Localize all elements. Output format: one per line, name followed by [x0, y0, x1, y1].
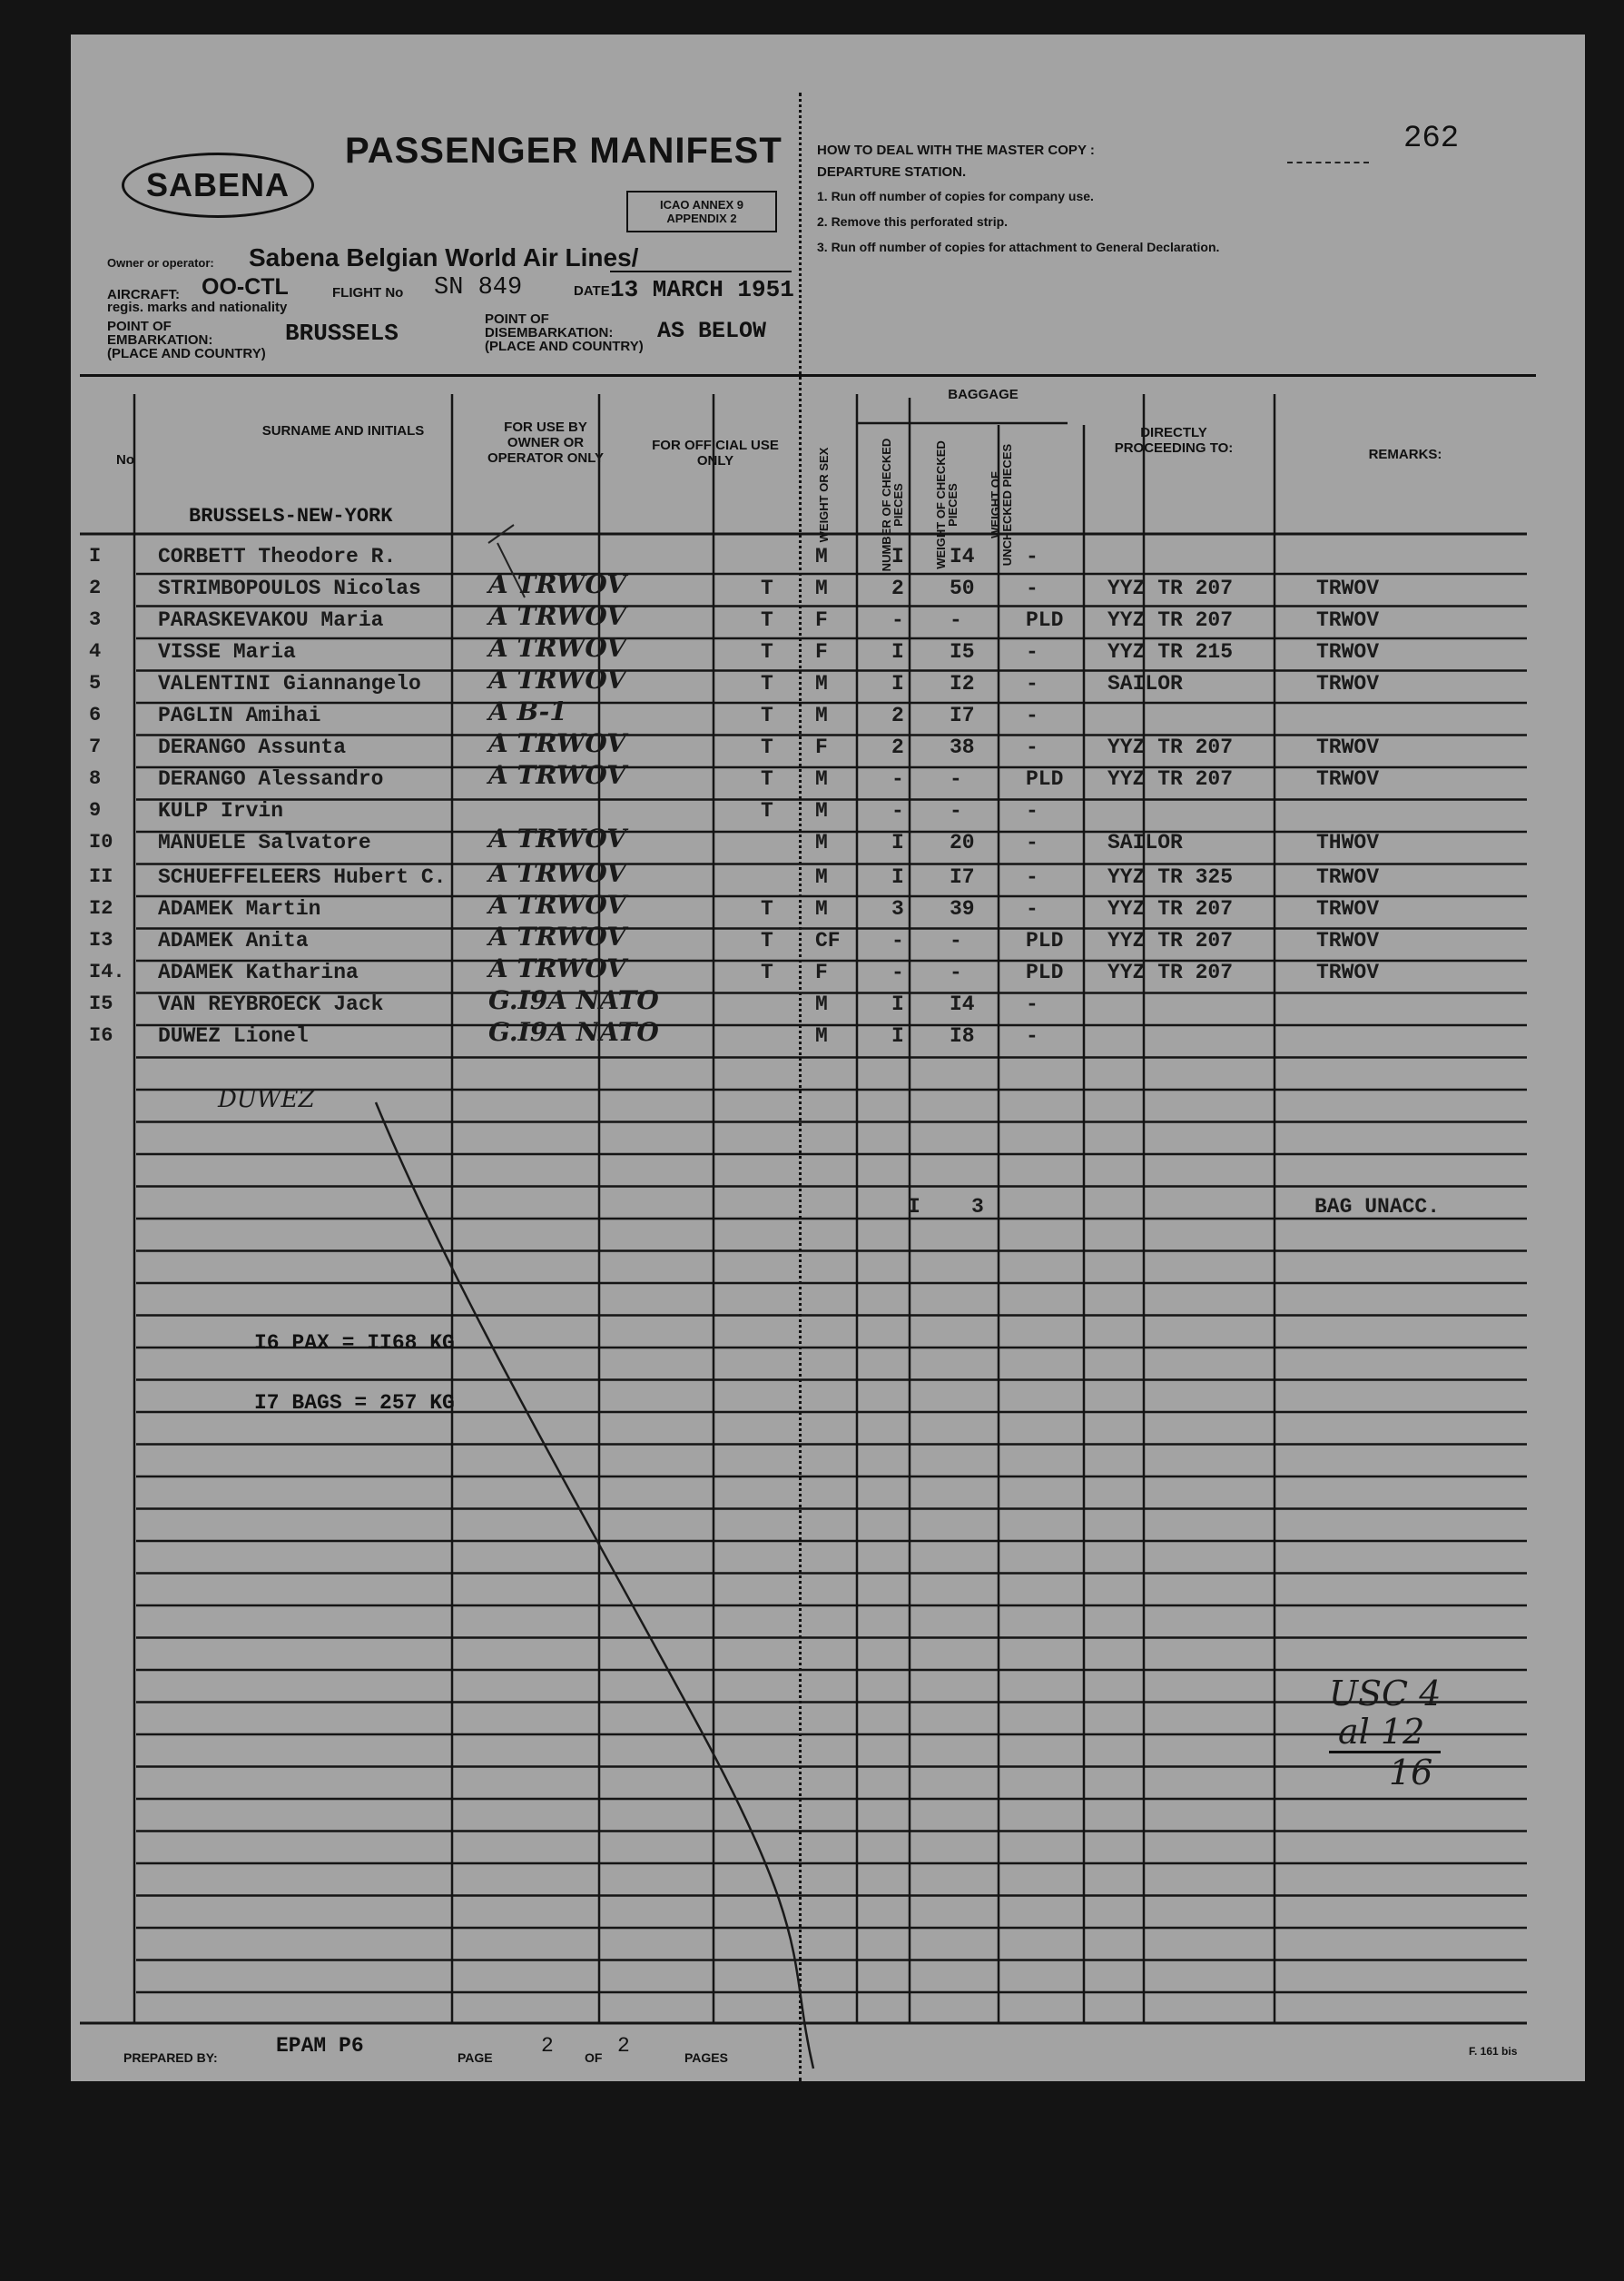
passenger-row: [71, 760, 1585, 796]
checked-weight: I7: [950, 704, 975, 727]
unchecked-weight: -: [1026, 736, 1038, 759]
passenger-row: [71, 922, 1585, 958]
remarks: TRWOV: [1316, 577, 1380, 600]
passenger-name: MANUELE Salvatore: [158, 831, 371, 854]
route-label: BRUSSELS-NEW-YORK: [189, 505, 393, 528]
name-correction: DUWEZ: [218, 1086, 315, 1113]
embarkation-label: POINT OF EMBARKATION: (PLACE AND COUNTRY): [107, 319, 266, 361]
flight-label: FLIGHT No: [332, 285, 404, 301]
col-checked-weight: WEIGHT OF CHECKED PIECES: [934, 440, 960, 569]
remarks: TRWOV: [1316, 961, 1380, 984]
proceeding-to: YYZ TR 207: [1107, 767, 1234, 791]
row-number: 8: [89, 767, 102, 790]
disembarkation-label: POINT OF DISEMBARKATION: (PLACE AND COUNTRY): [485, 311, 644, 354]
checked-pieces: I: [891, 545, 904, 568]
total-passengers: I6 PAX = II68 KG: [254, 1331, 455, 1355]
official-mark: T: [761, 897, 773, 921]
checked-weight: -: [950, 799, 962, 823]
passenger-row: [71, 953, 1585, 990]
checked-weight: -: [950, 608, 962, 632]
passenger-name: VAN REYBROECK Jack: [158, 992, 384, 1016]
unchecked-weight: -: [1026, 545, 1038, 568]
passenger-row: [71, 601, 1585, 637]
total-bags: I7 BAGS = 257 KG: [254, 1391, 455, 1415]
row-number: I6: [89, 1024, 113, 1047]
row-number: I: [89, 545, 102, 568]
checked-weight: I4: [950, 992, 975, 1016]
manifest-sheet: [71, 35, 1585, 2081]
remarks: TRWOV: [1316, 640, 1380, 664]
proceeding-to: SAILOR: [1107, 672, 1183, 696]
passenger-name: DUWEZ Lionel: [158, 1024, 309, 1048]
weight-or-sex: M: [815, 865, 828, 889]
checked-weight: -: [950, 767, 962, 791]
usc-note: USC 4 al 12 16: [1329, 1674, 1442, 1792]
unchecked-weight: -: [1026, 831, 1038, 854]
passenger-row: [71, 1017, 1585, 1053]
col-checked-pieces: NUMBER OF CHECKED PIECES: [880, 438, 905, 572]
handwritten-visa: A TRWOV: [488, 922, 627, 952]
checked-weight: I2: [950, 672, 975, 696]
checked-pieces: -: [891, 799, 904, 823]
proceeding-to: SAILOR: [1107, 831, 1183, 854]
checked-pieces: -: [891, 767, 904, 791]
pages-label: PAGES: [684, 2050, 728, 2065]
page-title: PASSENGER MANIFEST: [345, 131, 782, 171]
page-label: PAGE: [458, 2050, 493, 2065]
passenger-name: DERANGO Assunta: [158, 736, 347, 759]
col-weight-sex: WEIGHT OR SEX: [817, 447, 831, 543]
proceeding-to: YYZ TR 207: [1107, 961, 1234, 984]
flight-value: SN 849: [434, 274, 523, 301]
checked-weight: 20: [950, 831, 975, 854]
proceeding-to: YYZ TR 207: [1107, 736, 1234, 759]
passenger-name: ADAMEK Anita: [158, 929, 309, 953]
proceeding-to: YYZ TR 207: [1107, 577, 1234, 600]
remarks: TRWOV: [1316, 672, 1380, 696]
handwritten-visa: A TRWOV: [488, 890, 627, 920]
row-number: I5: [89, 992, 113, 1015]
checked-weight: 38: [950, 736, 975, 759]
icao-box: ICAO ANNEX 9 APPENDIX 2: [626, 191, 777, 232]
disembarkation-value: AS BELOW: [657, 318, 767, 344]
of-value: 2: [617, 2034, 630, 2058]
checked-pieces: -: [891, 929, 904, 953]
remarks: THWOV: [1316, 831, 1380, 854]
row-number: 3: [89, 608, 102, 631]
row-number: I4.: [89, 961, 125, 983]
unchecked-weight: -: [1026, 640, 1038, 664]
checked-pieces: -: [891, 961, 904, 984]
proceeding-to: YYZ TR 207: [1107, 608, 1234, 632]
checked-pieces: I: [891, 672, 904, 696]
passenger-row: [71, 633, 1585, 669]
official-mark: T: [761, 608, 773, 632]
checked-pieces: I: [891, 640, 904, 664]
weight-or-sex: M: [815, 799, 828, 823]
official-mark: T: [761, 929, 773, 953]
passenger-name: SCHUEFFELEERS Hubert C.: [158, 865, 447, 889]
passenger-row: [71, 543, 1585, 574]
passenger-name: PARASKEVAKOU Maria: [158, 608, 384, 632]
passenger-name: ADAMEK Martin: [158, 897, 321, 921]
handwritten-visa: A B-1: [488, 696, 567, 726]
unchecked-weight: PLD: [1026, 961, 1064, 984]
aircraft-value: OO-CTL: [202, 274, 289, 300]
passenger-row: [71, 728, 1585, 765]
checked-weight: 50: [950, 577, 975, 600]
checked-weight: I5: [950, 640, 975, 664]
checked-weight: I4: [950, 545, 975, 568]
passenger-name: VALENTINI Giannangelo: [158, 672, 421, 696]
aircraft-sub: regis. marks and nationality: [107, 300, 288, 315]
weight-or-sex: M: [815, 1024, 828, 1048]
unchecked-weight: -: [1026, 1024, 1038, 1048]
row-number: I2: [89, 897, 113, 920]
checked-pieces: 2: [891, 736, 904, 759]
col-remarks: REMARKS:: [1368, 447, 1442, 462]
row-number: II: [89, 865, 113, 888]
passenger-row: [71, 858, 1585, 894]
weight-or-sex: M: [815, 545, 828, 568]
checked-weight: 39: [950, 897, 975, 921]
weight-or-sex: F: [815, 608, 828, 632]
official-mark: T: [761, 577, 773, 600]
unchecked-weight: PLD: [1026, 608, 1064, 632]
prepared-by-label: PREPARED BY:: [123, 2050, 218, 2065]
checked-pieces: 3: [891, 897, 904, 921]
weight-or-sex: F: [815, 961, 828, 984]
page-value: 2: [541, 2034, 554, 2058]
passenger-name: DERANGO Alessandro: [158, 767, 384, 791]
row-number: I3: [89, 929, 113, 952]
handwritten-visa: A TRWOV: [488, 858, 627, 888]
official-mark: T: [761, 672, 773, 696]
remarks: TRWOV: [1316, 929, 1380, 953]
remarks: TRWOV: [1316, 897, 1380, 921]
handwritten-visa: A TRWOV: [488, 601, 627, 631]
passenger-name: PAGLIN Amihai: [158, 704, 321, 727]
unchecked-weight: -: [1026, 672, 1038, 696]
of-label: OF: [585, 2050, 603, 2065]
weight-or-sex: CF: [815, 929, 841, 953]
remarks: TRWOV: [1316, 608, 1380, 632]
unchecked-weight: -: [1026, 865, 1038, 889]
handwritten-visa: G.I9A NATO: [488, 985, 659, 1015]
row-number: 5: [89, 672, 102, 695]
weight-or-sex: M: [815, 992, 828, 1016]
checked-weight: I7: [950, 865, 975, 889]
row-number: 7: [89, 736, 102, 758]
col-proceeding: DIRECTLY PROCEEDING TO:: [1114, 425, 1234, 456]
handwritten-visa: A TRWOV: [488, 665, 627, 695]
unchecked-weight: -: [1026, 704, 1038, 727]
proceeding-to: YYZ TR 207: [1107, 929, 1234, 953]
row-number: I0: [89, 831, 113, 854]
unchecked-weight: -: [1026, 897, 1038, 921]
weight-or-sex: M: [815, 767, 828, 791]
col-official-use: FOR OFFICIAL USE ONLY: [652, 438, 779, 469]
weight-or-sex: M: [815, 577, 828, 600]
passenger-row: [71, 569, 1585, 606]
col-no: No: [116, 452, 134, 468]
checked-pieces: I: [891, 831, 904, 854]
unchecked-weight: -: [1026, 799, 1038, 823]
handwritten-visa: A TRWOV: [488, 569, 627, 599]
passenger-row: [71, 890, 1585, 926]
checked-pieces: 2: [891, 704, 904, 727]
weight-or-sex: F: [815, 736, 828, 759]
passenger-name: VISSE Maria: [158, 640, 296, 664]
row-number: 2: [89, 577, 102, 599]
checked-weight: -: [950, 929, 962, 953]
handwritten-visa: A TRWOV: [488, 824, 627, 854]
passenger-row: [71, 797, 1585, 828]
col-owner-use: FOR USE BY OWNER OR OPERATOR ONLY: [487, 420, 605, 466]
official-mark: T: [761, 767, 773, 791]
remarks: TRWOV: [1316, 767, 1380, 791]
unchecked-weight: PLD: [1026, 767, 1064, 791]
unchecked-weight: PLD: [1026, 929, 1064, 953]
weight-or-sex: M: [815, 897, 828, 921]
remarks: TRWOV: [1316, 865, 1380, 889]
passenger-name: STRIMBOPOULOS Nicolas: [158, 577, 421, 600]
unchecked-weight: -: [1026, 577, 1038, 600]
proceeding-to: YYZ TR 215: [1107, 640, 1234, 664]
prepared-by-value: EPAM P6: [276, 2034, 364, 2058]
official-mark: T: [761, 640, 773, 664]
weight-or-sex: M: [815, 704, 828, 727]
passenger-row: [71, 696, 1585, 733]
row-number: 6: [89, 704, 102, 726]
sabena-logo: SABENA: [122, 153, 314, 218]
official-mark: T: [761, 704, 773, 727]
weight-or-sex: F: [815, 640, 828, 664]
unchecked-weight: -: [1026, 992, 1038, 1016]
checked-pieces: I: [891, 1024, 904, 1048]
handwritten-visa: A TRWOV: [488, 633, 627, 663]
row-number: 4: [89, 640, 102, 663]
passenger-name: KULP Irvin: [158, 799, 284, 823]
passenger-row: [71, 665, 1585, 701]
col-surname: SURNAME AND INITIALS: [261, 423, 425, 439]
owner-label: Owner or operator:: [107, 256, 214, 270]
weight-or-sex: M: [815, 831, 828, 854]
proceeding-to: YYZ TR 207: [1107, 897, 1234, 921]
checked-pieces: I: [891, 992, 904, 1016]
handwritten-visa: A TRWOV: [488, 760, 627, 790]
official-mark: T: [761, 799, 773, 823]
passenger-row: [71, 985, 1585, 1022]
proceeding-to: YYZ TR 325: [1107, 865, 1234, 889]
official-mark: T: [761, 736, 773, 759]
handwritten-visa: A TRWOV: [488, 728, 627, 758]
handwritten-visa: G.I9A NATO: [488, 1017, 659, 1047]
owner-value: Sabena Belgian World Air Lines/: [249, 243, 639, 272]
weight-or-sex: M: [815, 672, 828, 696]
remarks: TRWOV: [1316, 736, 1380, 759]
checked-weight: -: [950, 961, 962, 984]
checked-weight: I8: [950, 1024, 975, 1048]
passenger-name: ADAMEK Katharina: [158, 961, 359, 984]
col-unchecked-weight: WEIGHT OF UNCHECKED PIECES: [989, 443, 1014, 567]
instructions: HOW TO DEAL WITH THE MASTER COPY : DEPARTURE STATION. 1. Run off number of copies for company use. 2. Remove this perforated strip. 3. Run off number of copies for attachment to General Declaration.: [817, 143, 1220, 254]
unaccompanied-bag-row: I 3 BAG UNACC.: [908, 1195, 1441, 1219]
date-value: 13 MARCH 1951: [610, 276, 794, 303]
embarkation-value: BRUSSELS: [285, 320, 399, 347]
official-mark: T: [761, 961, 773, 984]
checked-pieces: -: [891, 608, 904, 632]
checked-pieces: I: [891, 865, 904, 889]
passenger-row: [71, 824, 1585, 860]
col-baggage: BAGGAGE: [948, 387, 1019, 402]
form-id: F. 161 bis: [1469, 2045, 1518, 2058]
checked-pieces: 2: [891, 577, 904, 600]
handwritten-visa: A TRWOV: [488, 953, 627, 983]
passenger-name: CORBETT Theodore R.: [158, 545, 397, 568]
row-number: 9: [89, 799, 102, 822]
page-number: 262: [1403, 122, 1460, 156]
date-label: DATE: [574, 283, 610, 299]
aircraft-label: AIRCRAFT:: [107, 287, 180, 302]
